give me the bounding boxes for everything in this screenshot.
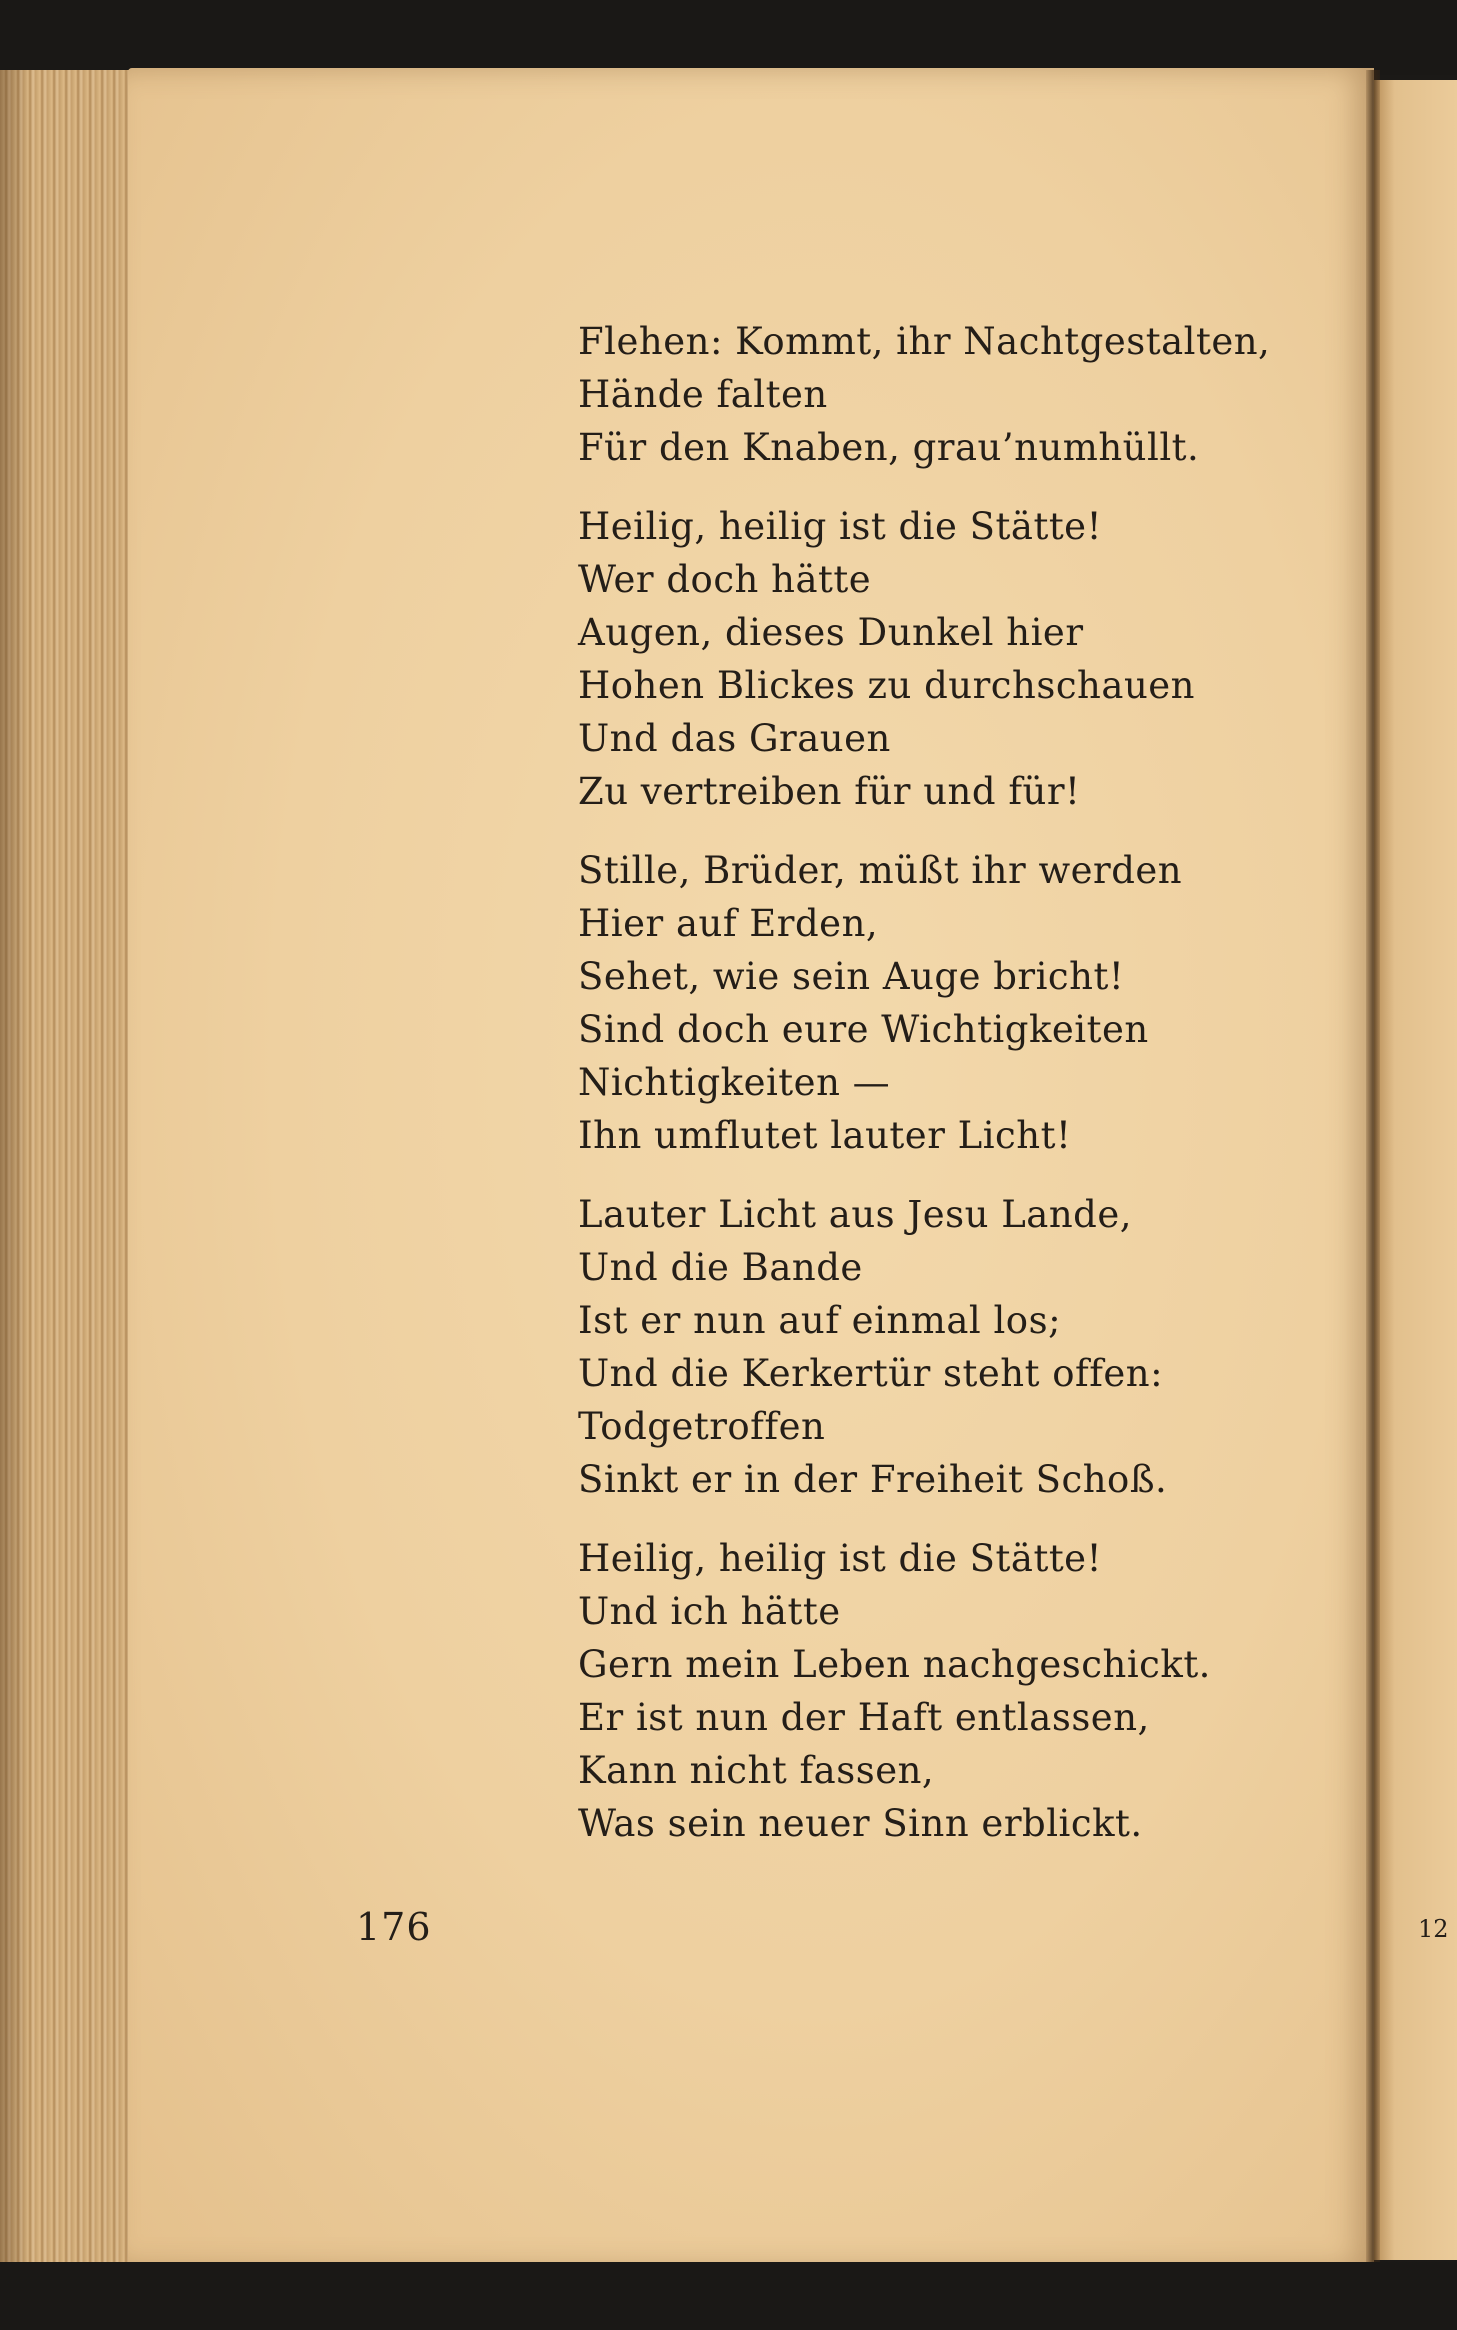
- book-gutter: [1366, 70, 1380, 2270]
- poem-line: Flehen: Kommt, ihr Nachtgestalten,: [578, 320, 1271, 363]
- poem-line: Sind doch eure Wichtigkeiten: [578, 1008, 1149, 1051]
- poem-text: [578, 315, 1338, 1876]
- book-page-edges: [0, 70, 140, 2270]
- scanner-background-bottom: [0, 2262, 1457, 2330]
- stanza: [578, 844, 1338, 1162]
- page-number: 176: [356, 1905, 432, 1949]
- poem-line: Sinkt er in der Freiheit Schoß.: [578, 1458, 1168, 1501]
- poem-line: Heilig, heilig ist die Stätte!: [578, 1537, 1102, 1580]
- poem-line: Todgetroffen: [578, 1405, 826, 1448]
- poem-line: Kann nicht fassen,: [578, 1749, 935, 1792]
- poem-line: Hohen Blickes zu durchschauen: [578, 664, 1195, 707]
- scanner-background-top: [0, 0, 1457, 75]
- poem-line: Wer doch hätte: [578, 558, 872, 601]
- poem-line: Heilig, heilig ist die Stätte!: [578, 505, 1102, 548]
- poem-line: Hier auf Erden,: [578, 902, 879, 945]
- poem-line: Augen, dieses Dunkel hier: [578, 611, 1084, 654]
- poem-line: Er ist nun der Haft entlassen,: [578, 1696, 1150, 1739]
- poem-line: Was sein neuer Sinn erblickt.: [578, 1802, 1143, 1845]
- poem-line: Und das Grauen: [578, 717, 891, 760]
- stanza: [578, 500, 1338, 818]
- poem-line: Und die Kerkertür steht offen:: [578, 1352, 1164, 1395]
- stanza: [578, 315, 1338, 474]
- stanza: [578, 1188, 1338, 1506]
- poem-line: Ist er nun auf einmal los;: [578, 1299, 1062, 1342]
- poem-line: Für den Knaben, grau’numhüllt.: [578, 426, 1200, 469]
- poem-line: Zu vertreiben für und für!: [578, 770, 1081, 813]
- poem-line: Ihn umflutet lauter Licht!: [578, 1114, 1072, 1157]
- poem-line: Gern mein Leben nachgeschickt.: [578, 1643, 1211, 1686]
- poem-line: Hände falten: [578, 373, 828, 416]
- poem-line: Stille, Brüder, müßt ihr werden: [578, 849, 1183, 892]
- poem-line: Sehet, wie sein Auge bricht!: [578, 955, 1125, 998]
- poem-line: Lauter Licht aus Jesu Lande,: [578, 1193, 1133, 1236]
- facing-page-number: 12: [1418, 1915, 1449, 1943]
- stanza: [578, 1532, 1338, 1850]
- poem-line: Und die Bande: [578, 1246, 863, 1289]
- poem-line: Nichtigkeiten —: [578, 1061, 891, 1104]
- poem-line: Und ich hätte: [578, 1590, 841, 1633]
